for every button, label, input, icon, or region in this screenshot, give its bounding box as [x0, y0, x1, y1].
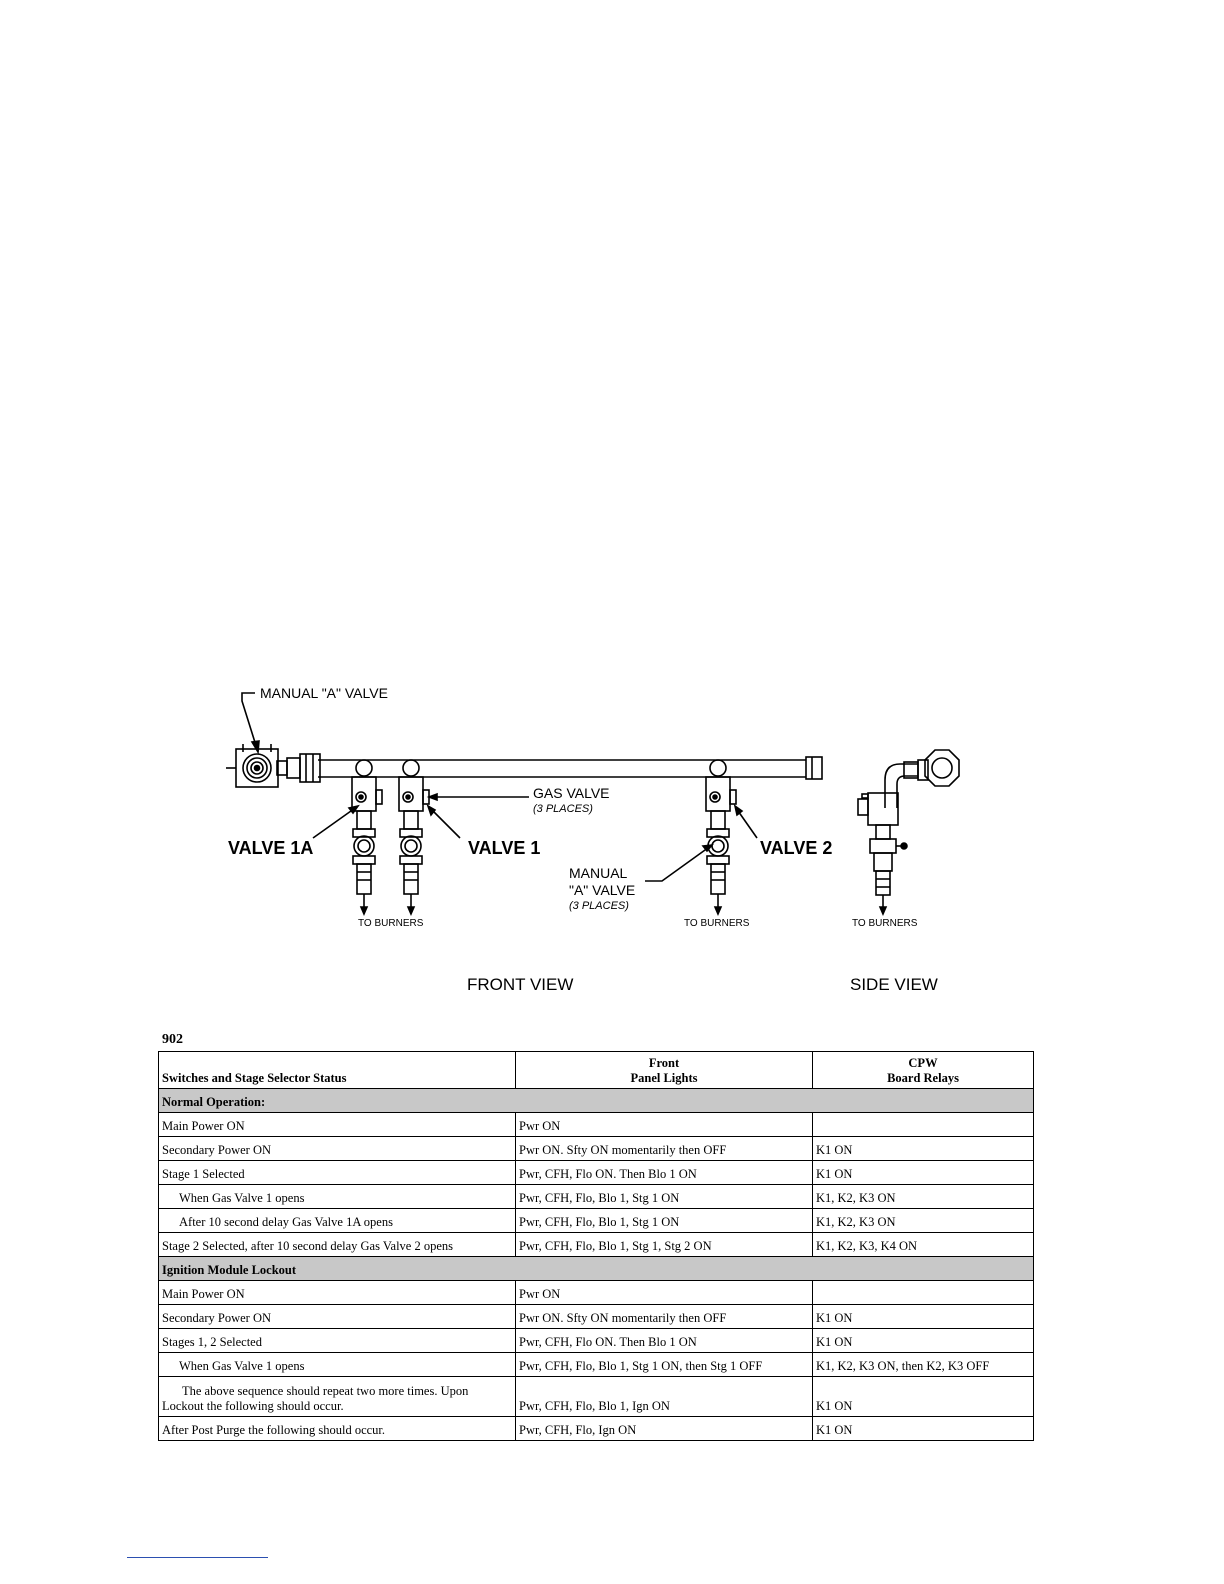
side-view-assembly: [858, 750, 959, 914]
section-title-ignition-lockout: Ignition Module Lockout: [159, 1257, 1034, 1281]
table-header-row: [159, 1052, 1034, 1089]
section-header-row: [159, 1257, 1034, 1281]
section-title-normal-operation: Normal Operation:: [159, 1089, 1034, 1113]
table-row: After 10 second delay Gas Valve 1A opens Pwr, CFH, Flo, Blo 1, Stg 1 ON K1, K2, K3 ON: [159, 1209, 1034, 1233]
header-cpw-board-relays: CPW Board Relays: [813, 1052, 1034, 1089]
table-row: Main Power ON Pwr ON: [159, 1113, 1034, 1137]
table-row: The above sequence should repeat two more times. Upon Lockout the following should occur. Pwr, CFH, Flo, Blo 1, Ign ON K1 ON: [159, 1377, 1034, 1417]
header-front-panel-lights: Front Panel Lights: [516, 1052, 813, 1089]
status-table: [158, 1051, 1034, 1441]
table-row: After Post Purge the following should occur. Pwr, CFH, Flo, Ign ON K1 ON: [159, 1417, 1034, 1441]
table-row: Stage 2 Selected, after 10 second delay Gas Valve 2 opens Pwr, CFH, Flo, Blo 1, Stg 1, Stg 2 ON K1, K2, K3, K4 ON: [159, 1233, 1034, 1257]
label-manual-a-valve-top: MANUAL "A" VALVE: [260, 685, 388, 701]
valve-2-assembly: [706, 760, 736, 914]
label-manual-note: (3 PLACES): [569, 900, 629, 912]
table-row: Stages 1, 2 Selected Pwr, CFH, Flo ON. Then Blo 1 ON K1 ON: [159, 1329, 1034, 1353]
label-gas-valve-note: (3 PLACES): [533, 803, 593, 815]
table-number: 902: [162, 1032, 183, 1047]
valve-1a-assembly: [352, 760, 382, 914]
table-row: Stage 1 Selected Pwr, CFH, Flo ON. Then Blo 1 ON K1 ON: [159, 1161, 1034, 1185]
label-gas-valve: GAS VALVE: [533, 785, 610, 801]
label-to-burners-1: TO BURNERS: [358, 918, 424, 929]
label-to-burners-2: TO BURNERS: [684, 918, 750, 929]
label-manual-line1: MANUAL: [569, 865, 628, 881]
label-manual-line2: "A" VALVE: [569, 882, 636, 898]
header-switches-status: Switches and Stage Selector Status: [159, 1052, 516, 1089]
footer-rule: [127, 1557, 268, 1558]
table-row: When Gas Valve 1 opens Pwr, CFH, Flo, Blo 1, Stg 1 ON K1, K2, K3 ON: [159, 1185, 1034, 1209]
label-to-burners-3: TO BURNERS: [852, 918, 918, 929]
section-header-row: [159, 1089, 1034, 1113]
label-valve-1a: VALVE 1A: [228, 838, 314, 858]
label-front-view: FRONT VIEW: [467, 975, 574, 994]
main-manual-a-valve: [226, 744, 278, 787]
table-row: When Gas Valve 1 opens Pwr, CFH, Flo, Blo 1, Stg 1 ON, then Stg 1 OFF K1, K2, K3 ON, then K2, K3 OFF: [159, 1353, 1034, 1377]
table-row: Secondary Power ON Pwr ON. Sfty ON momentarily then OFF K1 ON: [159, 1305, 1034, 1329]
table-row: Main Power ON Pwr ON: [159, 1281, 1034, 1305]
table-row: Secondary Power ON Pwr ON. Sfty ON momentarily then OFF K1 ON: [159, 1137, 1034, 1161]
label-side-view: SIDE VIEW: [850, 975, 938, 994]
label-valve-2: VALVE 2: [760, 838, 833, 858]
valve-1-assembly: [399, 760, 429, 914]
label-valve-1: VALVE 1: [468, 838, 541, 858]
